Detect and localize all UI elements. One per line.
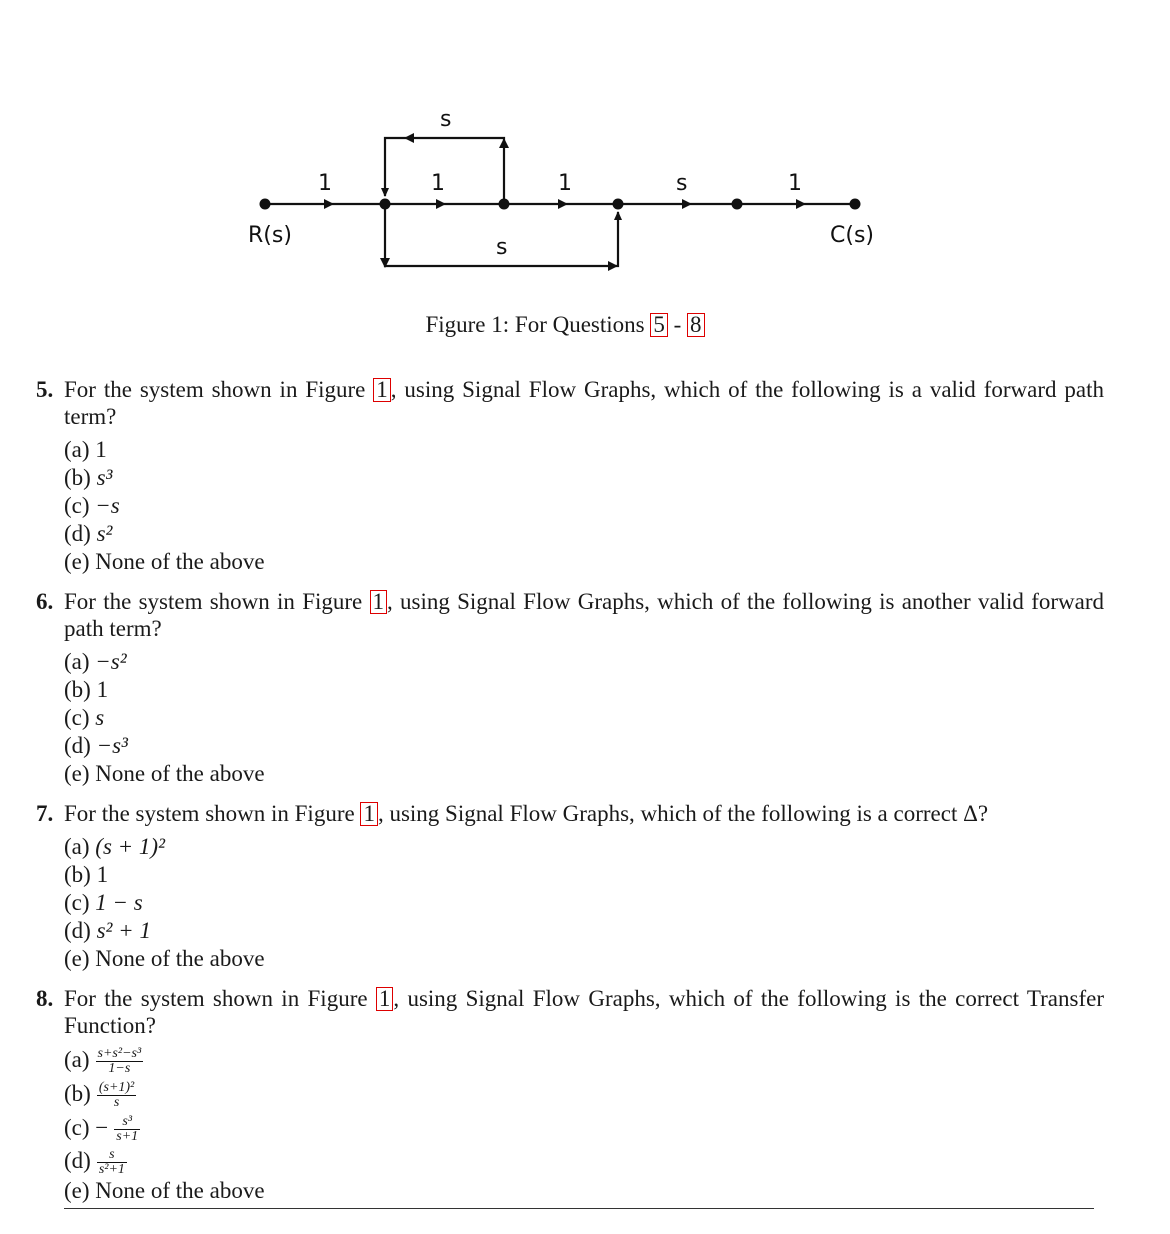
option-a: (a) $\frac{\text{s+s²−s³}}{1-s}$ — [64, 1046, 142, 1077]
signal-flow-graph — [0, 0, 1170, 300]
option-d: (d) $\frac{s}{\text{s²+1}}$ — [64, 1147, 125, 1178]
question-number: 7. — [36, 801, 54, 826]
option-a: (a) (s + 1)² — [64, 834, 165, 859]
question-number: 5. — [36, 377, 54, 402]
option-c: (c) − $\frac{\text{s³}}{s+1}$ — [64, 1114, 139, 1145]
fraction: $\frac{s}{\text{s²+1}}$ — [98, 1147, 125, 1178]
label-output: C(s) — [830, 223, 874, 248]
question-7 — [36, 800, 1104, 973]
question-text: For the system shown in Figure 1 , using Signal Flow Graphs, which of the following is a correct Δ? — [64, 801, 989, 826]
node-2 — [380, 199, 391, 210]
figure-caption — [0, 312, 1130, 338]
figure-ref-link[interactable]: 1 — [370, 590, 388, 614]
ref-link-8[interactable]: 8 — [687, 313, 705, 337]
gain-b2: 1 — [431, 171, 445, 196]
ref-link-5[interactable]: 5 — [650, 313, 668, 337]
gain-b1: 1 — [318, 171, 332, 196]
question-6 — [36, 588, 1104, 788]
node-5 — [732, 199, 743, 210]
figure-ref-link[interactable]: 1 — [376, 987, 394, 1011]
arrow-b2 — [436, 199, 446, 209]
option-e: (e) None of the above — [64, 946, 265, 971]
option-c: (c) −s — [64, 493, 120, 518]
option-e: (e) None of the above — [64, 761, 265, 786]
question-5 — [36, 376, 1104, 576]
fraction: $\frac{\text{s³}}{s+1}$ — [116, 1114, 139, 1145]
option-b: (b) 1 — [64, 677, 109, 702]
option-b: (b) s³ — [64, 465, 113, 490]
arrow-b5 — [796, 199, 806, 209]
node-4 — [613, 199, 624, 210]
question-text: For the system shown in Figure 1 , using Signal Flow Graphs, which of the following is the correct Transfer Function? — [64, 986, 1104, 1038]
caption-separator: - — [667, 312, 688, 337]
option-d: (d) −s³ — [64, 733, 128, 758]
question-number: 6. — [36, 589, 54, 614]
arrow-bottom-right — [608, 261, 618, 271]
footer-rule — [64, 1208, 1094, 1209]
figure-ref-link[interactable]: 1 — [360, 802, 378, 826]
node-3 — [499, 199, 510, 210]
gain-b5: 1 — [788, 171, 802, 196]
option-b: (b) 1 — [64, 862, 109, 887]
gain-b3: 1 — [558, 171, 572, 196]
option-a: (a) −s² — [64, 649, 127, 674]
option-d: (d) s² — [64, 521, 113, 546]
option-e: (e) None of the above — [64, 549, 265, 574]
option-c: (c) 1 − s — [64, 890, 143, 915]
question-8 — [36, 985, 1104, 1205]
arrow-b1 — [324, 199, 334, 209]
arrow-top-loop-left — [404, 133, 414, 143]
option-e: (e) None of the above — [64, 1178, 265, 1203]
option-b: (b) $\frac{\text{(s+1)²}}{s}$ — [64, 1080, 135, 1111]
gain-b4: s — [676, 171, 688, 196]
gain-top-loop: s — [440, 107, 452, 132]
node-input — [260, 199, 271, 210]
label-input: R(s) — [248, 223, 292, 248]
question-text: For the system shown in Figure 1 , using Signal Flow Graphs, which of the following is a valid forward path term? — [64, 377, 1104, 429]
gain-bottom-feedforward: s — [496, 235, 508, 260]
fraction: $\frac{\text{s+s²−s³}}{1-s}$ — [97, 1046, 142, 1077]
caption-prefix: Figure 1: For Questions — [425, 312, 651, 337]
question-number: 8. — [36, 986, 54, 1011]
figure-ref-link[interactable]: 1 — [373, 378, 391, 402]
option-a: (a) 1 — [64, 437, 107, 462]
question-text: For the system shown in Figure 1 , using Signal Flow Graphs, which of the following is another valid forward path term? — [64, 589, 1104, 641]
option-d: (d) s² + 1 — [64, 918, 151, 943]
arrow-b4 — [682, 199, 692, 209]
arrow-b3 — [558, 199, 568, 209]
option-c: (c) s — [64, 705, 105, 730]
arrow-top-loop-up — [499, 138, 509, 148]
node-output — [850, 199, 861, 210]
fraction: $\frac{\text{(s+1)²}}{s}$ — [98, 1080, 135, 1111]
